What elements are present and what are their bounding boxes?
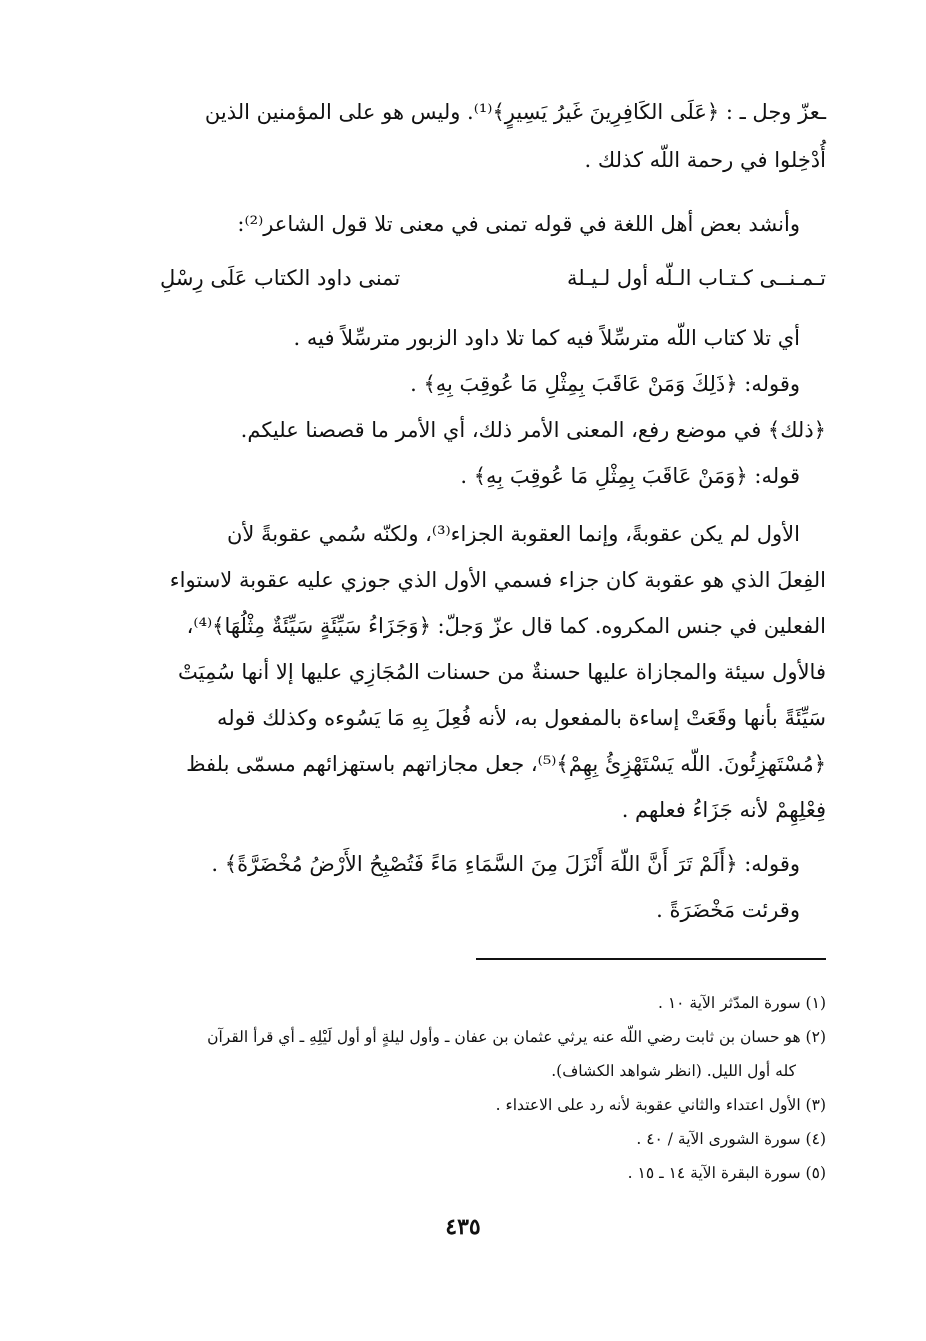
text-line: الأول لم يكن عقوبةً، وإنما العقوبة الجزاء⁽³⁾، ولكنّه سُمي عقوبةً لأن <box>226 522 800 546</box>
text-line: الفِعلَ الذي هو عقوبة كان جزاء فسمي الأول الذي جوزي عليه عقوبة لاستواء <box>169 568 826 592</box>
text-line: أي تلا كتاب اللّه مترسِّلاً فيه كما تلا داود الزبور مترسِّلاً فيه . <box>293 326 800 350</box>
text-line: وقرئت مَخْضَرَةً . <box>656 898 800 922</box>
footnotes <box>150 0 826 1180</box>
footnote-continuation: كله أول الليل. (انظر شواهد الكشاف). <box>551 1062 796 1080</box>
footnote: (٥) سورة البقرة الآية ١٤ ـ ١٥ . <box>627 1164 826 1182</box>
text-line: ﴿ذلك﴾ في موضع رفع، المعنى الأمر ذلك، أي الأمر ما قصصنا عليكم. <box>240 418 826 442</box>
text-line: الفعلين في جنس المكروه. كما قال عزّ وَجلّ: ﴿وَجَزَاءُ سَيِّئَةٍ سَيِّئَةٌ مِثْلُهَا﴾⁽⁴⁾، <box>186 614 826 638</box>
text-line: قوله: ﴿وَمَنْ عَاقَبَ بِمِثْلِ مَا عُوقِبَ بِهِ﴾ . <box>460 464 800 488</box>
footnote: (١) سورة المدّثر الآية ١٠ . <box>657 994 826 1012</box>
text-line: ـعزّ وجل ـ : ﴿عَلَى الكَافِرِينَ غَيرُ يَسِيرٍ﴾⁽¹⁾. وليس هو على المؤمنين الذين <box>204 100 826 124</box>
page-number: ٤٣٥ <box>445 1214 481 1240</box>
text-line: وقوله: ﴿ذَلِكَ وَمَنْ عَاقَبَ بِمِثْلِ مَا عُوقِبَ بِهِ﴾ . <box>410 372 800 396</box>
footnote: (٣) الأول اعتداء والثاني عقوبة لأنه رد على الاعتداء . <box>495 1096 826 1114</box>
text-line: سَيِّئَةً بأنها وقَعَتْ إساءة بالمفعول به، لأنه فُعِلَ بِهِ مَا يَسُوءه وكذلك قوله <box>217 706 826 730</box>
verse-second-hemistich: تمنى داود الكتاب عَلَى رِسْلِ <box>160 266 401 290</box>
verse-first-hemistich: تـمـنــى كـتـاب الـلّه أول لـيـلة <box>566 266 826 290</box>
text-line: فالأول سيئة والمجازاة عليها حسنةٌ من حسنات المُجَازِي عليها إلا أنها سُمِيَتْ <box>178 660 826 684</box>
text-line: فِعْلِهِمْ لأنه جَزَاءُ فعلهم . <box>621 798 826 822</box>
text-line: ﴿مُسْتَهزِئُونَ. اللّه يَسْتَهْزِئُ بِهِمْ﴾⁽⁵⁾، جعل مجازاتهم باستهزائهم مسمّى بلفظ <box>186 752 826 776</box>
text-line: وقوله: ﴿أَلَمْ تَرَ أَنَّ اللّهَ أَنْزَلَ مِنَ السَّمَاءِ مَاءً فَتُصْبِحُ الأَرْضُ مُخْضَرَّةً﴾ . <box>211 852 800 876</box>
footnote: (٤) سورة الشورى الآية / ٤٠ . <box>636 1130 826 1148</box>
text-line: وأنشد بعض أهل اللغة في قوله تمنى في معنى تلا قول الشاعر⁽²⁾: <box>237 212 800 236</box>
footnote: (٢) هو حسان بن ثابت رضي اللّه عنه يرثي عثمان بن عفان ـ وأول ليلةٍ أو أول لَيْلِهِ ـ أي قرأ القرآن <box>207 1028 826 1046</box>
text-line: أُدْخِلوا في رحمة اللّه كذلك . <box>584 148 826 172</box>
